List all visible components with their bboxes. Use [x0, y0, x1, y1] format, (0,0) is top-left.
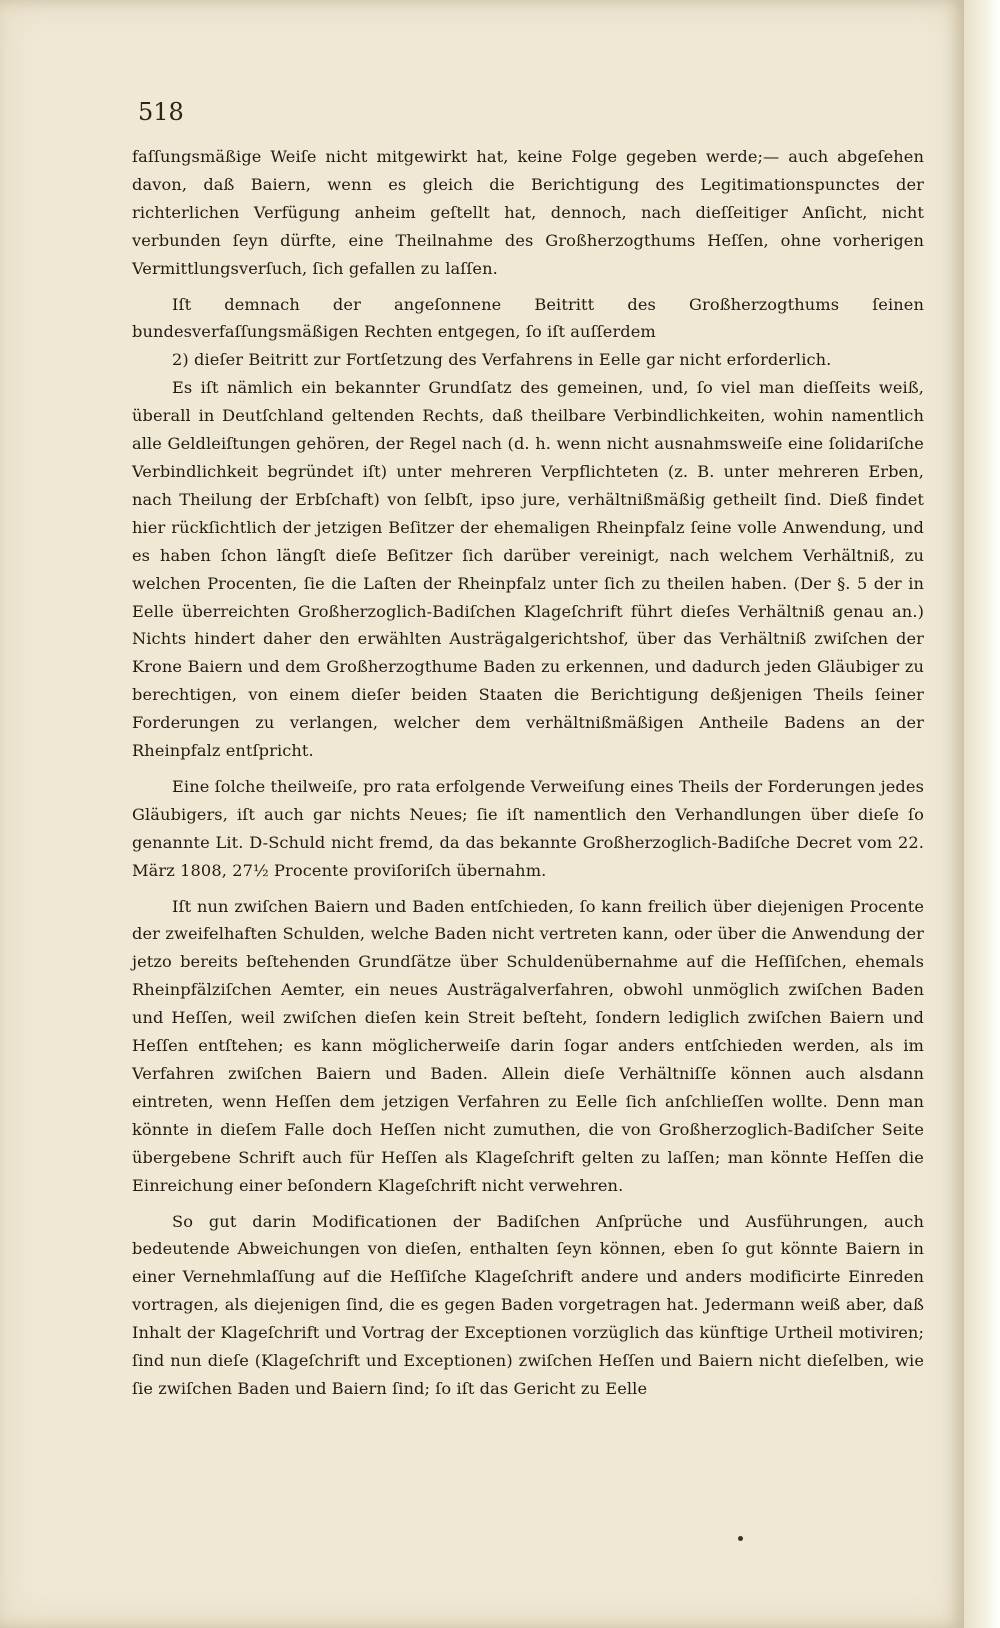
paragraph-4: Es iſt nämlich ein bekannter Grundſatz des gemeinen, und, ſo viel man dieſſeits weiß, überall in Deutſchland geltenden Rechts, daß theilbare Verbindlichkeiten, wohin namentlich alle Geldleiſtungen gehören, der Regel nach (d. h. wenn nicht ausnahmsweiſe eine ſolidariſche Verbindlichkeit begründet iſt) unter mehreren Verpflichteten (z. B. unter mehreren Erben, nach Theilung der Erbſchaft) von ſelbſt, ipso jure, verhältnißmäßig getheilt ſind. Dieß findet hier rückſichtlich der jetzigen Beſitzer der ehemaligen Rheinpfalz ſeine volle Anwendung, und es haben ſchon längſt dieſe Beſitzer ſich darüber vereinigt, nach welchem Verhältniß, zu welchen Procenten, ſie die Laſten der Rheinpfalz unter ſich zu theilen haben. (Der §. 5 der in Eelle überreichten Großherzoglich-Badiſchen Klageſchrift führt dieſes Verhältniß genau an.) Nichts hindert daher den erwählten Austrägalgerichtshof, über das Verhältniß zwiſchen der Krone Baiern und dem Großherzogthume Baden zu erkennen, und dadurch jeden Gläubiger zu berechtigen, von einem dieſer beiden Staaten die Berichtigung deßjenigen Theils ſeiner Forderungen zu verlangen, welcher dem verhältnißmäßigen Antheile Badens an der Rheinpfalz entſpricht. — [132, 378, 924, 761]
page-number: 518 — [138, 98, 184, 126]
ink-speck — [738, 1536, 743, 1541]
paragraph-2: Iſt demnach der angeſonnene Beitritt des Großherzogthums ſeinen bundesverfaſſungsmäßigen Rechten entgegen, ſo iſt auſſerdem — [132, 294, 924, 342]
paragraph-7: So gut darin Modificationen der Badiſchen Anſprüche und Ausführungen, auch bedeutende Abweichungen von dieſen, enthalten ſeyn können, eben ſo gut könnte Baiern in einer Vernehmlaſſung auf die Heſſiſche Klageſchrift andere und anders modificirte Einreden vortragen, als diejenigen ſind, die es gegen Baden vorgetragen hat. Jedermann weiß aber, daß Inhalt der Klageſchrift und Vortrag der Exceptionen vorzüglich das künftige Urtheil motiviren; ſind nun dieſe (Klageſchrift und Exceptionen) zwiſchen Heſſen und Baiern nicht dieſelben, wie ſie zwiſchen Baden und Baiern ſind; ſo iſt das Gericht zu Eelle — [132, 1211, 924, 1398]
paragraph-6: Iſt nun zwiſchen Baiern und Baden entſchieden, ſo kann freilich über diejenigen Procente der zweifelhaften Schulden, welche Baden nicht vertreten kann, oder über die Anwendung der jetzo bereits beſtehenden Grundſätze über Schuldenübernahme auf die Heſſiſchen, ehemals Rheinpfälziſchen Aemter, ein neues Austrägalverfahren, obwohl unmöglich zwiſchen Baden und Heſſen, weil zwiſchen dieſen kein Streit beſteht, ſondern lediglich zwiſchen Baiern und Heſſen entſtehen; es kann möglicherweiſe darin ſogar anders entſchieden werden, als im Verfahren zwiſchen Baiern und Baden. Allein dieſe Verhältniſſe können auch alsdann eintreten, wenn Heſſen dem jetzigen Verfahren zu Eelle ſich anſchlieſſen wollte. Denn man könnte in dieſem Falle doch Heſſen nicht zumuthen, die von Großherzoglich-Badiſcher Seite übergebene Schrift auch für Heſſen als Klageſchrift gelten zu laſſen; man könnte Heſſen die Einreichung einer beſondern Klageſchrift nicht verwehren. — [132, 896, 924, 1195]
body-text — [132, 143, 924, 1403]
paragraph-1: faſſungsmäßige Weiſe nicht mitgewirkt hat, keine Folge gegeben werde;— auch abgeſehen davon, daß Baiern, wenn es gleich die Berichtigung des Legitimationspunctes der richterlichen Verfügung anheim geſtellt hat, dennoch, nach dieſſeitiger Anſicht, nicht verbunden ſeyn dürfte, eine Theilnahme des Großherzogthums Heſſen, ohne vorherigen Vermittlungsverſuch, ſich gefallen zu laſſen. — [132, 147, 924, 278]
paragraph-5: Eine ſolche theilweiſe, pro rata erfolgende Verweiſung eines Theils der Forderungen jedes Gläubigers, iſt auch gar nichts Neues; ſie iſt namentlich den Verhandlungen über dieſe ſo genannte Lit. D-Schuld nicht fremd, da das bekannte Großherzoglich-Badiſche Decret vom 22. März 1808, 27½ Procente proviſoriſch übernahm. — [132, 776, 924, 880]
page-edge — [964, 0, 1000, 1628]
paragraph-3: 2) dieſer Beitritt zur Fortſetzung des Verfahrens in Eelle gar nicht erforderlich. — [172, 350, 832, 370]
